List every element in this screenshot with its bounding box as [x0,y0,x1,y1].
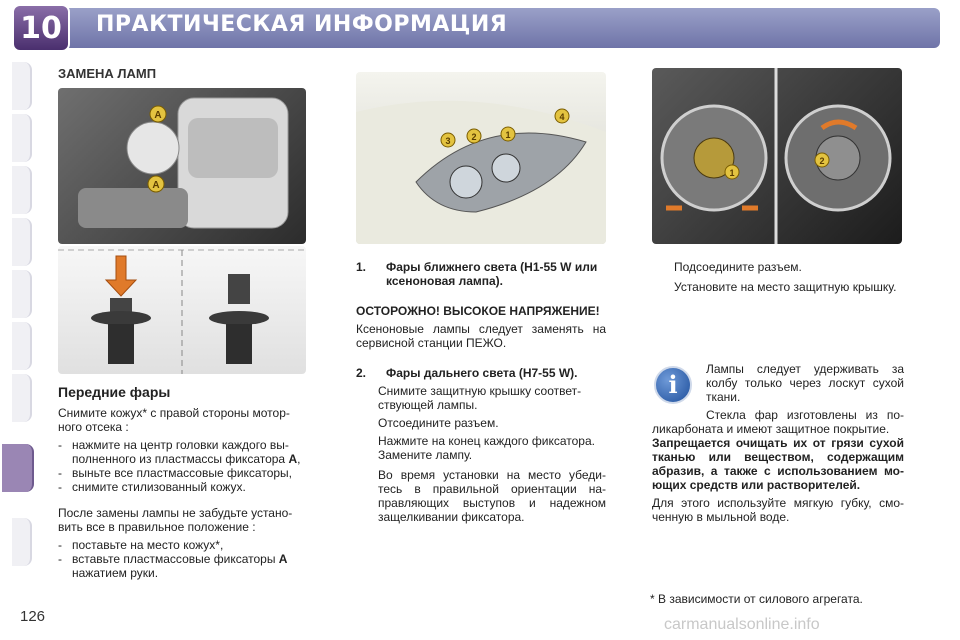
removal-step-2: - выньте все пластмассовые фиксаторы, [58,466,293,480]
info-paragraph-3: Для этого используйте мягкую губку, смо-ченную в мыльной воде. [652,496,904,524]
chapter-tab-1[interactable] [12,62,32,110]
left-column-text [58,406,308,580]
item-low-beam: 1. Фары ближнего света (H1-55 W или ксеноновая лампа). [356,260,598,288]
install-step-2: - вставьте пластмассовые фиксаторы A нажатием руки. [58,552,288,580]
high-beam-step-1: Снимите защитную крышку соответ-ствующей лампы. [356,384,606,412]
bulb-housing-illustration [652,68,902,244]
bullet-icon [652,280,674,294]
chapter-tab-5[interactable] [12,270,32,318]
headlight-illustration [356,72,606,244]
plastic-fixer-figure [58,246,306,374]
install-steps [58,538,308,580]
fixer-label-a-bottom: A [152,180,160,191]
info-paragraph-2: Стекла фар изготовлены из по-ликарбоната и имеют защитное покрытие. [652,408,904,436]
chapter-tab-2[interactable] [12,114,32,162]
bullet-icon [356,384,378,412]
intro-paragraph: Снимите кожух* с правой стороны мотор-ного отсека : [58,406,290,434]
middle-column-text [356,260,606,524]
install-step-1: - поставьте на место кожух*, [58,538,224,552]
right-column-steps [652,260,904,294]
warning-title: ОСТОРОЖНО! ВЫСОКОЕ НАПРЯЖЕНИЕ! [356,304,600,318]
callout-3: 3 [445,136,451,146]
front-lights-heading: Передние фары [58,384,171,400]
headlight-figure [356,72,606,244]
chapter-tab-10-active[interactable] [2,444,34,492]
engine-cover-figure [58,88,306,244]
removal-step-3: - снимите стилизованный кожух. [58,480,246,494]
chapter-tab-7[interactable] [12,374,32,422]
page-number: 126 [20,608,46,625]
high-beam-step-2: Отсоедините разъем. [356,416,606,430]
after-paragraph: После замены лампы не забудьте устано-вить все в правильное положение : [58,506,293,534]
engine-cover-illustration [58,88,306,244]
footnote: * В зависимости от силового агрегата. [650,592,863,606]
high-beam-steps [356,384,606,462]
bulb-housing-figure [652,68,902,244]
chapter-tab-3[interactable] [12,166,32,214]
warning-text: Ксеноновые лампы следует заменять на сервисной станции ПЕЖО. [356,322,606,350]
bullet-icon [652,260,674,274]
info-box [652,362,904,524]
info-paragraph-1: Лампы следует удерживать за колбу только через лоскут сухой ткани. [706,362,904,404]
bullet-icon [356,416,378,430]
lamp-callout-1: 1 [729,168,735,178]
page-header [0,0,960,56]
callout-4: 4 [559,112,565,122]
lamp-callout-2: 2 [819,156,825,166]
chapter-badge: 10 [12,4,70,52]
high-beam-step-3: Нажмите на конец каждого фиксатора. Замените лампу. [356,434,606,462]
chapter-tabs [0,62,36,582]
chapter-tab-4[interactable] [12,218,32,266]
removal-steps [58,438,308,494]
fixer-label-a-top: A [154,110,162,121]
info-paragraph-2-bold: Запрещается очищать их от грязи сухой тканью или веществом, содержащим абразив, а также с использованием мо-ющих средств или растворителей. [652,436,904,492]
removal-step-1: - нажмите на центр головки каждого вы-полненного из пластмассы фиксатора A, [58,438,301,466]
page-title: ПРАКТИЧЕСКАЯ ИНФОРМАЦИЯ [96,12,508,37]
section-title: ЗАМЕНА ЛАМП [58,66,157,81]
info-icon: i [654,366,692,404]
watermark: carmanualsonline.info [664,616,820,633]
installation-note: Во время установки на место убеди-тесь в правильной ориентации на-правляющих выступов и надежном защелкивании фиксатора. [378,468,606,524]
callout-1: 1 [505,130,511,140]
chapter-tab-11[interactable] [12,518,32,566]
plastic-fixer-illustration [58,246,306,374]
chapter-tab-6[interactable] [12,322,32,370]
item-high-beam: 2. Фары дальнего света (H7-55 W). [356,366,578,380]
connect-step: Подсоедините разъем. [652,260,904,274]
callout-2: 2 [471,132,477,142]
cover-step: Установите на место защитную крышку. [652,280,904,294]
bullet-icon [356,434,378,462]
press-arrow-icon [106,256,136,296]
